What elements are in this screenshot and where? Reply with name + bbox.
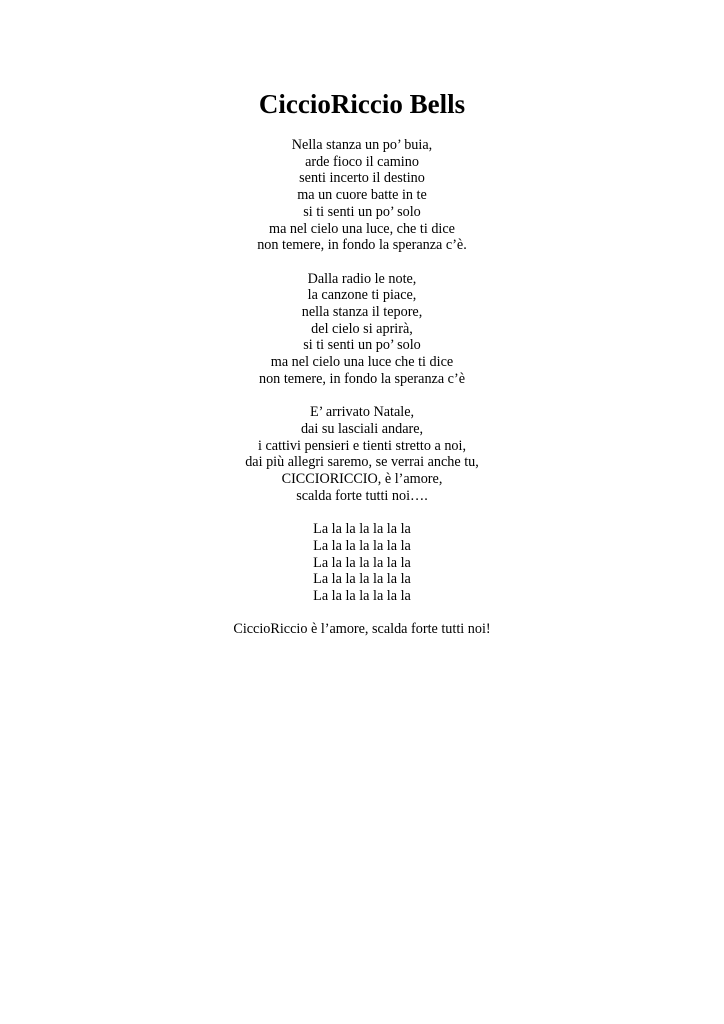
stanza-3: [0, 404, 724, 504]
stanza-2: [0, 271, 724, 388]
lyric-line: la canzone ti piace,: [307, 287, 417, 304]
lyric-line: senti incerto il destino: [299, 170, 425, 187]
lyric-line: i cattivi pensieri e tienti stretto a noi,: [257, 437, 467, 454]
lyric-line: nella stanza il tepore,: [301, 304, 423, 321]
lyric-line: scalda forte tutti noi….: [296, 487, 428, 504]
stanza-1: [0, 137, 724, 254]
lyric-line: La la la la la la la: [313, 537, 411, 554]
lyric-line: ma nel cielo una luce, che ti dice: [269, 220, 455, 237]
lyric-line: Nella stanza un po’ buia,: [291, 137, 433, 153]
lyric-line: non temere, in fondo la speranza c’è: [258, 370, 466, 387]
lyric-line: E’ arrivato Natale,: [309, 404, 415, 421]
lyric-line: La la la la la la la: [313, 554, 411, 571]
lyric-line: dai su lasciali andare,: [300, 420, 424, 437]
song-title: CiccioRiccio Bells: [258, 89, 466, 119]
lyric-line: non temere, in fondo la speranza c’è.: [257, 237, 467, 254]
lyric-line: si ti senti un po’ solo: [303, 337, 421, 354]
lyric-line: La la la la la la la: [313, 587, 411, 604]
lyrics: [0, 137, 724, 655]
lyric-line: del cielo si aprirà,: [311, 320, 413, 337]
lyric-line: ma nel cielo una luce che ti dice: [270, 354, 454, 371]
lyric-line: si ti senti un po’ solo: [303, 203, 421, 220]
lyric-line: dai più allegri saremo, se verrai anche tu,: [245, 454, 479, 471]
lyric-line: arde fioco il camino: [305, 153, 419, 170]
lyric-line: CiccioRiccio è l’amore, scalda forte tutti noi!: [233, 621, 491, 638]
lyric-line: La la la la la la la: [313, 521, 411, 538]
lyric-line: ma un cuore batte in te: [297, 187, 427, 204]
lyric-line: La la la la la la la: [313, 571, 411, 588]
lyric-line: CICCIORICCIO, è l’amore,: [281, 471, 443, 488]
stanza-4: [0, 521, 724, 605]
lyric-line: Dalla radio le note,: [307, 270, 417, 287]
stanza-5: [0, 621, 724, 638]
